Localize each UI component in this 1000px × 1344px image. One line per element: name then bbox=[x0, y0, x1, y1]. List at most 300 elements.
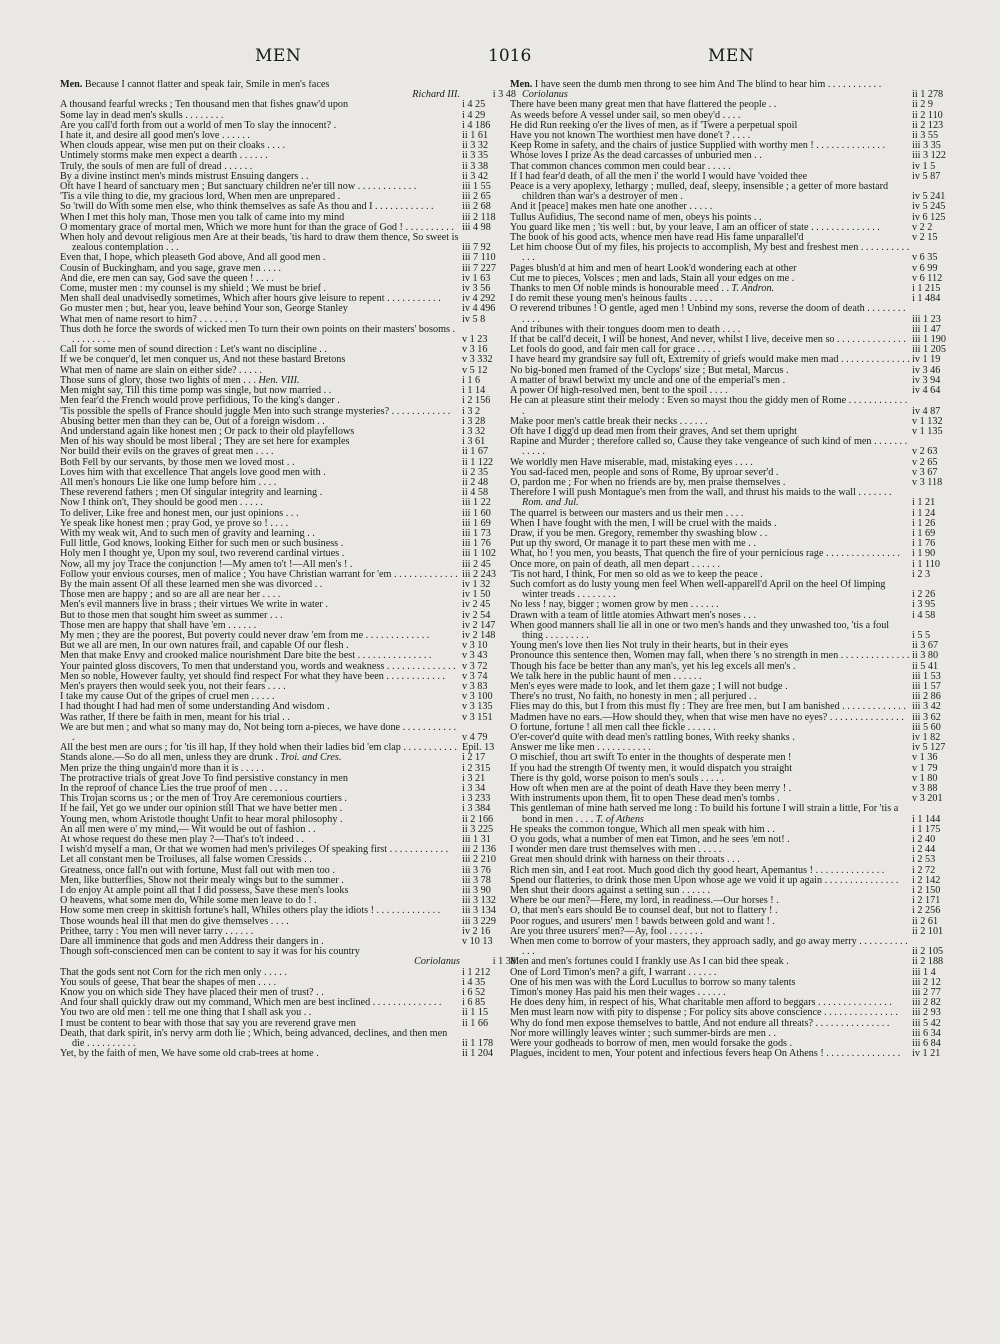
header-left-word: MEN bbox=[255, 46, 302, 66]
citation-ref: i 2 17 bbox=[462, 752, 486, 764]
quotation-text: And four shall quickly draw out my command, Which men are best inclined . . . . . . . . . . . . . . bbox=[60, 997, 442, 1009]
quotation-text: Those men are happy that shall have 'em . . . . . . bbox=[60, 619, 257, 631]
citation-ref: ii 2 105 bbox=[912, 946, 944, 958]
citation-ref: Epil. 13 bbox=[462, 742, 495, 754]
citation-ref: iii 3 78 bbox=[462, 874, 491, 886]
citation-ref: iv 2 148 bbox=[462, 629, 496, 641]
quotation-text: No less ! nay, bigger ; women grow by men . . . . . . bbox=[510, 599, 719, 611]
citation-ref: v 3 135 bbox=[462, 701, 493, 713]
quotation-text: Though his face be better than any man's, yet his leg excels all men's . bbox=[510, 660, 796, 672]
quotation-text: Keep Rome in safety, and the chairs of justice Supplied with worthy men ! . . . . . . . . . . . . . . bbox=[510, 140, 886, 152]
quotation-text: I had thought I had had men of some understanding And wisdom . bbox=[60, 701, 330, 713]
quotation-text: I do remit these young men's heinous faults . . . . . bbox=[510, 293, 713, 305]
quotation-text: These reverend fathers ; men Of singular integrity and learning . bbox=[60, 487, 323, 499]
quotation-text: Now, all my joy Trace the conjunction !—My amen to't !—All men's ! . bbox=[60, 558, 353, 570]
citation-ref: i 5 5 bbox=[912, 629, 931, 641]
quotation-text: A thousand fearful wrecks ; Ten thousand men that fishes gnaw'd upon bbox=[60, 99, 349, 111]
citation-ref: iii 6 34 bbox=[912, 1027, 941, 1039]
quotation-entry bbox=[510, 304, 966, 324]
citation-ref: iv 5 245 bbox=[912, 201, 946, 213]
quotation-text: By the main assent Of all these learned men she was divorced . . bbox=[60, 578, 323, 590]
citation-ref: v 3 16 bbox=[462, 344, 488, 356]
citation-ref: ii 3 35 bbox=[462, 150, 489, 162]
citation-ref: iii 1 60 bbox=[462, 507, 491, 519]
quotation-entry bbox=[60, 396, 516, 406]
quotation-text: I wonder men dare trust themselves with men . . . . . bbox=[510, 844, 722, 856]
citation-ref: iii 5 60 bbox=[912, 721, 941, 733]
citation-ref: iii 7 92 bbox=[462, 242, 491, 254]
citation-ref: v 3 118 bbox=[912, 476, 943, 488]
quotation-text: Thanks to men Of noble minds is honourable meed . . T. Andron. bbox=[510, 283, 775, 295]
quotation-text: Nor more willingly leaves winter ; such summer-birds are men . . bbox=[510, 1027, 777, 1039]
quotation-text: The quarrel is between our masters and us their men . . . . bbox=[510, 507, 744, 519]
quotation-text: Holy men I thought ye, Upon my soul, two reverend cardinal virtues . bbox=[60, 548, 345, 560]
quotation-text: Rapine and Murder ; therefore called so, Cause they take vengeance of such kind of men . . . . . . . . . . . . bbox=[510, 436, 908, 458]
quotation-text: Death, that dark spirit, in's nervy arm doth lie ; Which, being advanced, declines, and then men die . . . . . . . . . . bbox=[60, 1027, 448, 1050]
citation-ref: i 3 384 bbox=[462, 803, 491, 815]
citation-ref: iv 2 54 bbox=[462, 609, 491, 621]
quotation-text: An all men were o' my mind,— Wit would be out of fashion . . bbox=[60, 823, 316, 835]
quotation-text: Loves him with that excellence That angels love good men with . bbox=[60, 466, 326, 478]
citation-ref: i 2 171 bbox=[912, 895, 941, 907]
quotation-text: Were your godheads to borrow of men, men would forsake the gods . bbox=[510, 1038, 793, 1050]
citation-ref: i 2 315 bbox=[462, 762, 491, 774]
citation-ref: v 3 88 bbox=[912, 783, 938, 795]
quotation-text: O heavens, what some men do, While some men leave to do ! . bbox=[60, 895, 317, 907]
quotation-text: O reverend tribunes ! O gentle, aged men ! Unbind my sons, reverse the doom of death . . . . . . . . . . . . bbox=[510, 303, 906, 325]
quotation-text: How some men creep in skittish fortune's hall, Whiles others play the idiots ! . . . . . . . . . . . . . bbox=[60, 905, 441, 917]
quotation-text: Young men's love then lies Not truly in their hearts, but in their eyes bbox=[510, 640, 789, 652]
citation-ref: v 3 72 bbox=[462, 660, 488, 672]
citation-ref: v 2 65 bbox=[912, 456, 938, 468]
quotation-text: Pronounce this sentence then, Women may fall, when there 's no strength in men . . . . . . . . . . . . . . bbox=[510, 650, 910, 662]
quotation-text: When I have fought with the men, I will be cruel with the maids . bbox=[510, 517, 777, 529]
citation-ref: i 1 69 bbox=[912, 527, 936, 539]
quotation-text: By a divine instinct men's minds mistrust Ensuing dangers . . bbox=[60, 170, 309, 182]
quotation-text: O, that men's ears should Be to counsel deaf, but not to flattery ! . bbox=[510, 905, 778, 917]
quotation-text: This Trojan scorns us ; or the men of Troy Are ceremonious courtiers . bbox=[60, 793, 347, 805]
quotation-text: All men's honours Lie like one lump before him . . . . bbox=[60, 476, 277, 488]
citation-ref: i 1 24 bbox=[912, 507, 936, 519]
quotation-text: When good manners shall lie all in one or two men's hands and they unwashed too, 'tis a foul thing . . . . . . . . . bbox=[510, 619, 890, 641]
citation-ref: ii 1 122 bbox=[462, 456, 494, 468]
citation-ref: iii 2 82 bbox=[912, 997, 941, 1009]
citation-ref: i 1 76 bbox=[912, 538, 936, 550]
citation-ref: iii 5 42 bbox=[912, 1017, 941, 1029]
quotation-text: Your painted gloss discovers, To men that understand you, words and weakness . . . . . . . . . . . . . . bbox=[60, 660, 456, 672]
citation-ref: iii 1 31 bbox=[462, 834, 491, 846]
citation-ref: iv 1 5 bbox=[912, 160, 936, 172]
quotation-text: Whose loves I prize As the dead carcasses of unburied men . . bbox=[510, 150, 762, 162]
quotation-text: Tullus Aufidius, The second name of men, obeys his points . . bbox=[510, 211, 762, 223]
quotation-text: 'Tis possible the spells of France should juggle Men into such strange mysteries? . . . . . . . . . . . . bbox=[60, 405, 451, 417]
quotation-text: Men and men's fortunes could I frankly use As I can bid thee speak . bbox=[510, 956, 789, 968]
citation-ref: ii 1 278 bbox=[912, 89, 944, 101]
citation-ref: iii 1 205 bbox=[912, 344, 946, 356]
citation-ref: i 2 256 bbox=[912, 905, 941, 917]
quotation-text: A matter of brawl betwixt my uncle and one of the emperial's men . bbox=[510, 374, 786, 386]
quotation-text: Now I think on't, They should be good men . . . . . bbox=[60, 497, 263, 509]
quotation-text: Are you call'd forth from out a world of men To slay the innocent? . bbox=[60, 119, 337, 131]
right-column bbox=[510, 80, 966, 1330]
quotation-text: Abusing better men than they can be, Out of a foreign wisdom . . bbox=[60, 415, 325, 427]
quotation-entry bbox=[60, 447, 516, 457]
quotation-text: Men's eyes were made to look, and let them gaze ; I will not budge . bbox=[510, 680, 788, 692]
quotation-text: And it [peace] makes men hate one another . . . . . bbox=[510, 201, 713, 213]
quotation-text: So 'twill do With some men else, who think themselves as safe As thou and I . . . . . . . . . . . . bbox=[60, 201, 434, 213]
quotation-text: When holy and devout religious men Are at their beads, 'tis hard to draw them thence, So sweet is zealous contemplation . . . bbox=[60, 232, 459, 254]
citation-ref: iv 3 56 bbox=[462, 283, 491, 295]
citation-ref: iii 1 55 bbox=[462, 181, 491, 193]
quotation-text: Spend our flatteries, to drink those men Upon whose age we void it up again . . . . . . . . . . . . . . . bbox=[510, 874, 899, 886]
quotation-text: But to those men that sought him sweet as summer . . . bbox=[60, 609, 283, 621]
citation-ref: v 3 74 bbox=[462, 670, 488, 682]
citation-ref: iv 3 46 bbox=[912, 364, 941, 376]
quotation-text: Men must learn now with pity to dispense ; For policy sits above conscience . . . . . . . . . . . . . . . bbox=[510, 1007, 898, 1019]
citation-ref: v 1 135 bbox=[912, 425, 943, 437]
citation-ref: iv 5 241 bbox=[912, 191, 946, 203]
quotation-text: Drawn with a team of little atomies Athwart men's noses . . . bbox=[510, 609, 757, 621]
quotation-entry bbox=[510, 488, 966, 508]
quotation-text: He does deny him, in respect of his, What charitable men afford to beggars . . . . . . . . . . . . . . . bbox=[510, 997, 892, 1009]
citation-ref: ii 1 67 bbox=[462, 446, 489, 458]
quotation-text: O you gods, what a number of men eat Timon, and he sees 'em not! . bbox=[510, 834, 790, 846]
citation-ref: v 5 12 bbox=[462, 364, 488, 376]
quotation-text: With instruments upon them, fit to open These dead men's tombs . bbox=[510, 793, 780, 805]
citation-ref: iii 7 227 bbox=[462, 262, 496, 274]
quotation-text: That common chances common men could bear . . . . . bbox=[510, 160, 731, 172]
quotation-entry bbox=[510, 621, 966, 641]
citation-ref: v 6 112 bbox=[912, 272, 943, 284]
citation-ref: iii 4 98 bbox=[462, 221, 491, 233]
citation-ref: iv 2 16 bbox=[462, 925, 491, 937]
quotation-text: Prithee, tarry : You men will never tarry . . . . . . bbox=[60, 925, 254, 937]
citation-ref: i 1 14 bbox=[462, 385, 486, 397]
headword: Men. bbox=[60, 80, 83, 90]
citation-ref: iv 1 32 bbox=[462, 578, 491, 590]
citation-ref: iii 1 22 bbox=[462, 497, 491, 509]
quotation-text: Have you not known The worthiest men have done't ? . . . . bbox=[510, 130, 751, 142]
citation-ref: i 6 85 bbox=[462, 997, 486, 1009]
citation-ref: iii 2 118 bbox=[462, 211, 496, 223]
quotation-text: Full little, God knows, looking Either for such men or such business . bbox=[60, 538, 344, 550]
citation-ref: ii 1 66 bbox=[462, 1017, 489, 1029]
quotation-text: O'er-cover'd quite with dead men's rattling bones, With reeky shanks . bbox=[510, 732, 795, 743]
quotation-text: If he fail, Yet go we under our opinion still That we have better men . bbox=[60, 803, 343, 815]
quotation-text: Therefore I will push Montague's men from the wall, and thrust his maids to the wall . . . . . . . Rom. and Jul. bbox=[510, 487, 892, 509]
quotation-text: Greatness, once fall'n out with fortune, Must fall out with men too . bbox=[60, 864, 335, 876]
citation-ref: v 3 151 bbox=[462, 711, 493, 723]
quotation-text: Untimely storms make men expect a dearth . . . . . . bbox=[60, 150, 268, 162]
citation-ref: i 1 175 bbox=[912, 823, 941, 835]
quotation-text: One of his men was with the Lord Lucullus to borrow so many talents bbox=[510, 976, 796, 988]
citation-ref: iii 2 68 bbox=[462, 201, 491, 213]
citation-ref: i 4 186 bbox=[462, 119, 491, 131]
citation-ref: iii 7 110 bbox=[462, 252, 496, 264]
citation-ref: ii 2 110 bbox=[912, 109, 943, 121]
quotation-text: We are but men ; and what so many may do, Not being torn a-pieces, we have done . . . . . . . . . . . . bbox=[60, 721, 457, 743]
citation-ref: i 2 26 bbox=[912, 589, 936, 601]
quotation-text: In the reproof of chance Lies the true proof of men . . . . bbox=[60, 783, 288, 795]
quotation-text: He did Run reeking o'er the lives of men, as if 'Twere a perpetual spoil bbox=[510, 119, 798, 131]
citation-ref: i 2 156 bbox=[462, 395, 491, 407]
quotation-text: Men shut their doors against a setting sun . . . . . . bbox=[510, 885, 711, 897]
quotation-text: If you had the strength Of twenty men, it would dispatch you straight bbox=[510, 762, 793, 774]
citation-ref: i 1 90 bbox=[912, 548, 936, 560]
citation-ref: iv 1 50 bbox=[462, 589, 491, 601]
citation-ref: i 2 3 bbox=[912, 568, 931, 580]
quotation-text: He can at pleasure stint their melody : Even so mayst thou the giddy men of Rome . . . . . . . . . . . . . bbox=[510, 395, 908, 417]
citation-ref: ii 3 80 bbox=[912, 650, 939, 662]
quotation-text: What, ho ! you men, you beasts, That quench the fire of your pernicious rage . . . . . . . . . . . . . . . bbox=[510, 548, 900, 560]
quotation-entry bbox=[60, 1029, 516, 1049]
citation-ref: iv 4 64 bbox=[912, 385, 941, 397]
quotation-text: The protractive trials of great Jove To find persistive constancy in men bbox=[60, 772, 348, 784]
quotation-text: Oft have I digg'd up dead men from their graves, And set them upright bbox=[510, 425, 798, 437]
citation-ref: v 3 67 bbox=[912, 466, 938, 478]
citation-ref: iii 3 122 bbox=[912, 150, 946, 162]
quotation-text: One of Lord Timon's men? a gift, I warrant . . . . . . bbox=[510, 966, 717, 978]
citation-ref: v 1 80 bbox=[912, 772, 938, 784]
citation-ref: iii 6 84 bbox=[912, 1038, 941, 1050]
citation-ref: iii 2 243 bbox=[462, 568, 496, 580]
quotation-text: Both Fell by our servants, by those men we loved most . . bbox=[60, 456, 295, 468]
citation-ref: ii 3 42 bbox=[462, 170, 489, 182]
citation-ref: i 2 44 bbox=[912, 844, 936, 856]
citation-ref: i 1 215 bbox=[912, 283, 941, 295]
quotation-text: Men. Because I cannot flatter and speak fair, Smile in men's faces bbox=[60, 80, 330, 90]
quotation-text: Answer me like men . . . . . . . . . . . bbox=[510, 742, 651, 754]
citation-ref: i 4 58 bbox=[912, 609, 936, 621]
quotation-text: A power Of high-resolved men, bent to the spoil . . . . bbox=[510, 385, 728, 397]
citation-ref: ii 2 166 bbox=[462, 813, 494, 825]
citation-ref: iii 1 57 bbox=[912, 680, 941, 692]
quotation-text: Men so noble, However faulty, yet should find respect For what they have been . . . . . . . . . . . . bbox=[60, 670, 445, 682]
citation-ref: v 1 23 bbox=[462, 334, 488, 346]
quotation-text: Men might say, Till this time pomp was single, but now married . . bbox=[60, 385, 332, 397]
citation-ref: ii 5 41 bbox=[912, 660, 939, 672]
quotation-text: You guard like men ; 'tis well : but, by your leave, I am an officer of state . . . . . . . . . . . . . . bbox=[510, 221, 880, 233]
citation-ref: i 1 6 bbox=[462, 374, 481, 386]
quotation-text: If we be conquer'd, let men conquer us, And not these bastard Bretons bbox=[60, 354, 346, 366]
quotation-text: As weeds before A vessel under sail, so men obey'd . . . . bbox=[510, 109, 741, 121]
play-title: Coriolanus bbox=[522, 89, 568, 101]
citation-ref: iii 3 76 bbox=[462, 864, 491, 876]
quotation-text: Plagues, incident to men, Your potent and infectious fevers heap On Athens ! . . . . . . . . . . . . . . . bbox=[510, 1048, 901, 1060]
citation-ref: iii 1 47 bbox=[912, 323, 941, 335]
citation-ref: ii 2 123 bbox=[912, 119, 944, 131]
citation-ref: ii 3 67 bbox=[912, 640, 939, 652]
quotation-text: Why do fond men expose themselves to battle, And not endure all threats? . . . . . . . . . . . . . . . bbox=[510, 1017, 890, 1029]
quotation-entry bbox=[60, 498, 516, 508]
citation-ref: iv 6 125 bbox=[912, 211, 946, 223]
citation-ref: i 3 34 bbox=[462, 783, 486, 795]
citation-ref: iv 1 63 bbox=[462, 272, 491, 284]
quotation-entry bbox=[510, 1049, 966, 1059]
quotation-text: But we all are men, In our own natures frail, and capable Of our flesh . bbox=[60, 640, 349, 652]
citation-ref: i 2 53 bbox=[912, 854, 936, 866]
quotation-text: Yet, by the faith of men, We have some old crab-trees at home . bbox=[60, 1048, 319, 1060]
citation-ref: ii 2 35 bbox=[462, 466, 489, 478]
quotation-entry bbox=[510, 804, 966, 824]
quotation-text: O mischief, thou art swift To enter in the thoughts of desperate men ! bbox=[510, 752, 792, 764]
quotation-text: When clouds appear, wise men put on their cloaks . . . . bbox=[60, 140, 286, 152]
citation-ref: iii 1 76 bbox=[462, 538, 491, 550]
quotation-text: Flies may do this, but I from this must fly : They are free men, but I am banished . . . . . . . . . . . . . bbox=[510, 701, 906, 713]
citation-ref: ii 2 9 bbox=[912, 99, 933, 111]
citation-ref: v 4 79 bbox=[462, 732, 488, 743]
citation-ref: iii 2 86 bbox=[912, 691, 941, 703]
citation-ref: ii 3 32 bbox=[462, 140, 489, 152]
citation-ref: iii 1 190 bbox=[912, 334, 946, 346]
citation-ref: iii 1 73 bbox=[462, 527, 491, 539]
quotation-text: At whose request do these men play ?—That's to't indeed . . bbox=[60, 834, 304, 846]
quotation-text: If I had fear'd death, of all the men i' the world I would have 'voided thee bbox=[510, 170, 808, 182]
quotation-text: And understand again like honest men ; Or pack to their old playfellows bbox=[60, 425, 355, 437]
play-title: Hen. VIII. bbox=[258, 374, 300, 386]
quotation-entry bbox=[60, 325, 516, 345]
quotation-text: Once more, on pain of death, all men depart . . . . . . bbox=[510, 558, 720, 570]
quotation-text: 'Tis a vile thing to die, my gracious lord, When men are unprepared . bbox=[60, 191, 341, 203]
citation-ref: i 3 28 bbox=[462, 415, 486, 427]
quotation-text: I do enjoy At ample point all that I did possess, Save these men's looks bbox=[60, 885, 349, 897]
quotation-text: With my weak wit, And to such men of gravity and learning . . bbox=[60, 527, 315, 539]
citation-ref: i 4 35 bbox=[462, 976, 486, 988]
quotation-text: Those wounds heal ill that men do give themselves . . . . bbox=[60, 915, 289, 927]
citation-ref: v 3 83 bbox=[462, 680, 488, 692]
citation-ref: v 3 201 bbox=[912, 793, 943, 805]
quotation-text: Those suns of glory, those two lights of men . . . Hen. VIII. bbox=[60, 374, 300, 386]
quotation-entry bbox=[510, 182, 966, 202]
citation-ref: iii 2 12 bbox=[912, 976, 941, 988]
headword: Men. bbox=[510, 80, 533, 90]
citation-ref: i 3 2 bbox=[462, 405, 481, 417]
citation-ref: iii 2 77 bbox=[912, 987, 941, 999]
page-number: 1016 bbox=[488, 46, 532, 66]
citation-ref: iii 3 35 bbox=[912, 140, 941, 152]
quotation-text: Men's evil manners live in brass ; their virtues We write in water . bbox=[60, 599, 328, 611]
quotation-text: Such comfort as do lusty young men feel When well-apparell'd April on the heel Of limping winter treads . . . . . . . . bbox=[510, 578, 886, 601]
quotation-text: Are you three usurers' men?—Ay, fool . . . . . . . bbox=[510, 925, 703, 937]
header-right-word: MEN bbox=[708, 46, 755, 66]
quotation-text: Men prize the thing ungain'd more than it is . . . . . bbox=[60, 762, 264, 774]
citation-ref: v 10 13 bbox=[462, 936, 493, 948]
quotation-text: Call for some men of sound direction : Let's want no discipline . . bbox=[60, 344, 327, 356]
quotation-text: This gentleman of mine hath served me long : To build his fortune I will strain a little, For 'tis a bond in men . . . . T. of Athens bbox=[510, 803, 899, 825]
left-column bbox=[60, 80, 516, 1330]
quotation-text: If that be call'd deceit, I will be honest, And never, whilst I live, deceive men so . . . . . . . . . . . . . . bbox=[510, 334, 906, 346]
quotation-text: Oft have I heard of sanctuary men ; But sanctuary children ne'er till now . . . . . . . . . . . . bbox=[60, 181, 417, 193]
quotation-text: Young men, whom Aristotle thought Unfit to hear moral philosophy . bbox=[60, 813, 343, 825]
citation-ref: i 1 21 bbox=[912, 497, 936, 509]
citation-ref: i 3 233 bbox=[462, 793, 491, 805]
citation-ref: i 1 26 bbox=[912, 517, 936, 529]
quotation-text: Madmen have no ears.—How should they, when that wise men have no eyes? . . . . . . . . . . . . . . . bbox=[510, 711, 904, 723]
citation-ref: v 1 79 bbox=[912, 762, 938, 774]
quotation-text: Poor rogues, and usurers' men ! bawds between gold and want ! . bbox=[510, 915, 775, 927]
quotation-text: There is thy gold, worse poison to men's souls . . . . . bbox=[510, 772, 724, 784]
quotation-text: Men. I have seen the dumb men throng to see him And The blind to hear him . . . . . . . . . . . Coriolanus bbox=[510, 80, 882, 101]
quotation-text: You sad-faced men, people and sons of Rome, By uproar sever'd . bbox=[510, 466, 779, 478]
citation-ref: ii 2 48 bbox=[462, 476, 489, 488]
page-header bbox=[0, 46, 1000, 76]
quotation-entry bbox=[510, 580, 966, 600]
quotation-text: I hate it, and desire all good men's love . . . . . . bbox=[60, 130, 250, 142]
citation-ref: ii 2 101 bbox=[912, 925, 944, 937]
citation-ref: ii 3 225 bbox=[462, 823, 494, 835]
quotation-text: Men fear'd the French would prove perfidious, To the king's danger . bbox=[60, 395, 340, 407]
quotation-text: He speaks the common tongue, Which all men speak with him . . bbox=[510, 823, 775, 835]
quotation-text: I have heard my grandsire say full oft, Extremity of griefs would make men mad . . . . . . . . . . . . . . bbox=[510, 354, 910, 366]
quotation-text: O, pardon me ; For when no friends are by, men praise themselves . bbox=[510, 476, 786, 488]
play-title: Richard III. bbox=[412, 89, 460, 101]
citation-ref: v 3 332 bbox=[462, 354, 493, 366]
citation-ref: iv 1 19 bbox=[912, 354, 941, 366]
citation-ref: i 1 212 bbox=[462, 966, 491, 978]
quotation-text: I take my cause Out of the gripes of cruel men . . . . . bbox=[60, 691, 275, 703]
citation-ref: ii 3 38 bbox=[462, 160, 489, 172]
quotation-entry bbox=[510, 243, 966, 263]
citation-ref: ii 3 55 bbox=[912, 130, 939, 142]
play-title: T. Andron. bbox=[731, 283, 775, 295]
quotation-entry bbox=[510, 80, 966, 100]
play-title: Coriolanus bbox=[414, 956, 460, 968]
play-title: T. of Athens bbox=[595, 813, 644, 825]
quotation-text: O fortune, fortune ! all men call thee fickle . . . . . . bbox=[510, 721, 716, 733]
quotation-text: Cut me to pieces, Volsces ; men and lads, Stain all your edges on me . bbox=[510, 272, 795, 284]
quotation-text: Go muster men ; but, hear you, leave behind Your son, George Stanley bbox=[60, 303, 348, 315]
citation-ref: iii 3 134 bbox=[462, 905, 496, 917]
citation-ref: i 2 142 bbox=[912, 874, 941, 886]
quotation-entry bbox=[60, 1049, 516, 1059]
quotation-entry bbox=[510, 437, 966, 457]
play-title: Troi. and Cres. bbox=[280, 752, 342, 764]
quotation-text: Let all constant men be Troiluses, all false women Cressids . . bbox=[60, 854, 312, 866]
quotation-text: Make poor men's cattle break their necks . . . . . . bbox=[510, 415, 708, 427]
citation-ref: i 1 38 bbox=[492, 956, 516, 968]
citation-ref: v 2 2 bbox=[912, 221, 933, 233]
quotation-text: Know you on which side They have placed their men of trust? . . bbox=[60, 987, 324, 999]
citation-ref: ii 2 61 bbox=[912, 915, 939, 927]
quotation-text: Nor build their evils on the graves of great men . . . . bbox=[60, 446, 274, 458]
quotation-text: Thus doth he force the swords of wicked men To turn their own points on their masters' bosoms . . . . . . . . . bbox=[60, 323, 456, 346]
citation-ref: i 3 32 bbox=[462, 425, 486, 437]
citation-ref: i 6 52 bbox=[462, 987, 486, 999]
quotation-text: The book of his good acts, whence men have read His fame unparallel'd bbox=[510, 232, 804, 244]
quotation-text: All the best men are ours ; for 'tis ill hap, If they hold when their ladies bid 'em clap . . . . . . . . . . . bbox=[60, 742, 457, 754]
quotation-text: Some lay in dead men's skulls . . . . . . . . bbox=[60, 109, 224, 121]
quotation-text: And die, ere men can say, God save the queen ! . . . . bbox=[60, 272, 274, 284]
quotation-text: I must be content to bear with those that say you are reverend grave men bbox=[60, 1017, 356, 1029]
quotation-text: Timon's money Has paid his men their wages . . . . . . bbox=[510, 987, 726, 999]
citation-ref: v 2 63 bbox=[912, 446, 938, 458]
quotation-text: Follow your envious courses, men of malice ; You have Christian warrant for 'em . . . . . . . . . . . . . bbox=[60, 568, 458, 580]
citation-ref: i 3 21 bbox=[462, 772, 486, 784]
citation-ref: i 3 48 bbox=[492, 89, 516, 101]
citation-ref: i 4 25 bbox=[462, 99, 486, 111]
citation-ref: iii 2 93 bbox=[912, 1007, 941, 1019]
citation-ref: iii 1 23 bbox=[912, 313, 941, 325]
citation-ref: ii 1 61 bbox=[462, 130, 489, 142]
citation-ref: i 3 61 bbox=[462, 436, 486, 448]
citation-ref: iii 3 62 bbox=[912, 711, 941, 723]
quotation-text: Pages blush'd at him and men of heart Look'd wondering each at other bbox=[510, 262, 797, 274]
quotation-entry bbox=[60, 233, 516, 253]
citation-ref: iii 1 53 bbox=[912, 670, 941, 682]
citation-ref: iv 4 292 bbox=[462, 293, 496, 305]
citation-ref: iii 3 42 bbox=[912, 701, 941, 713]
quotation-text: Cousin of Buckingham, and you sage, grave men . . . . bbox=[60, 262, 281, 274]
